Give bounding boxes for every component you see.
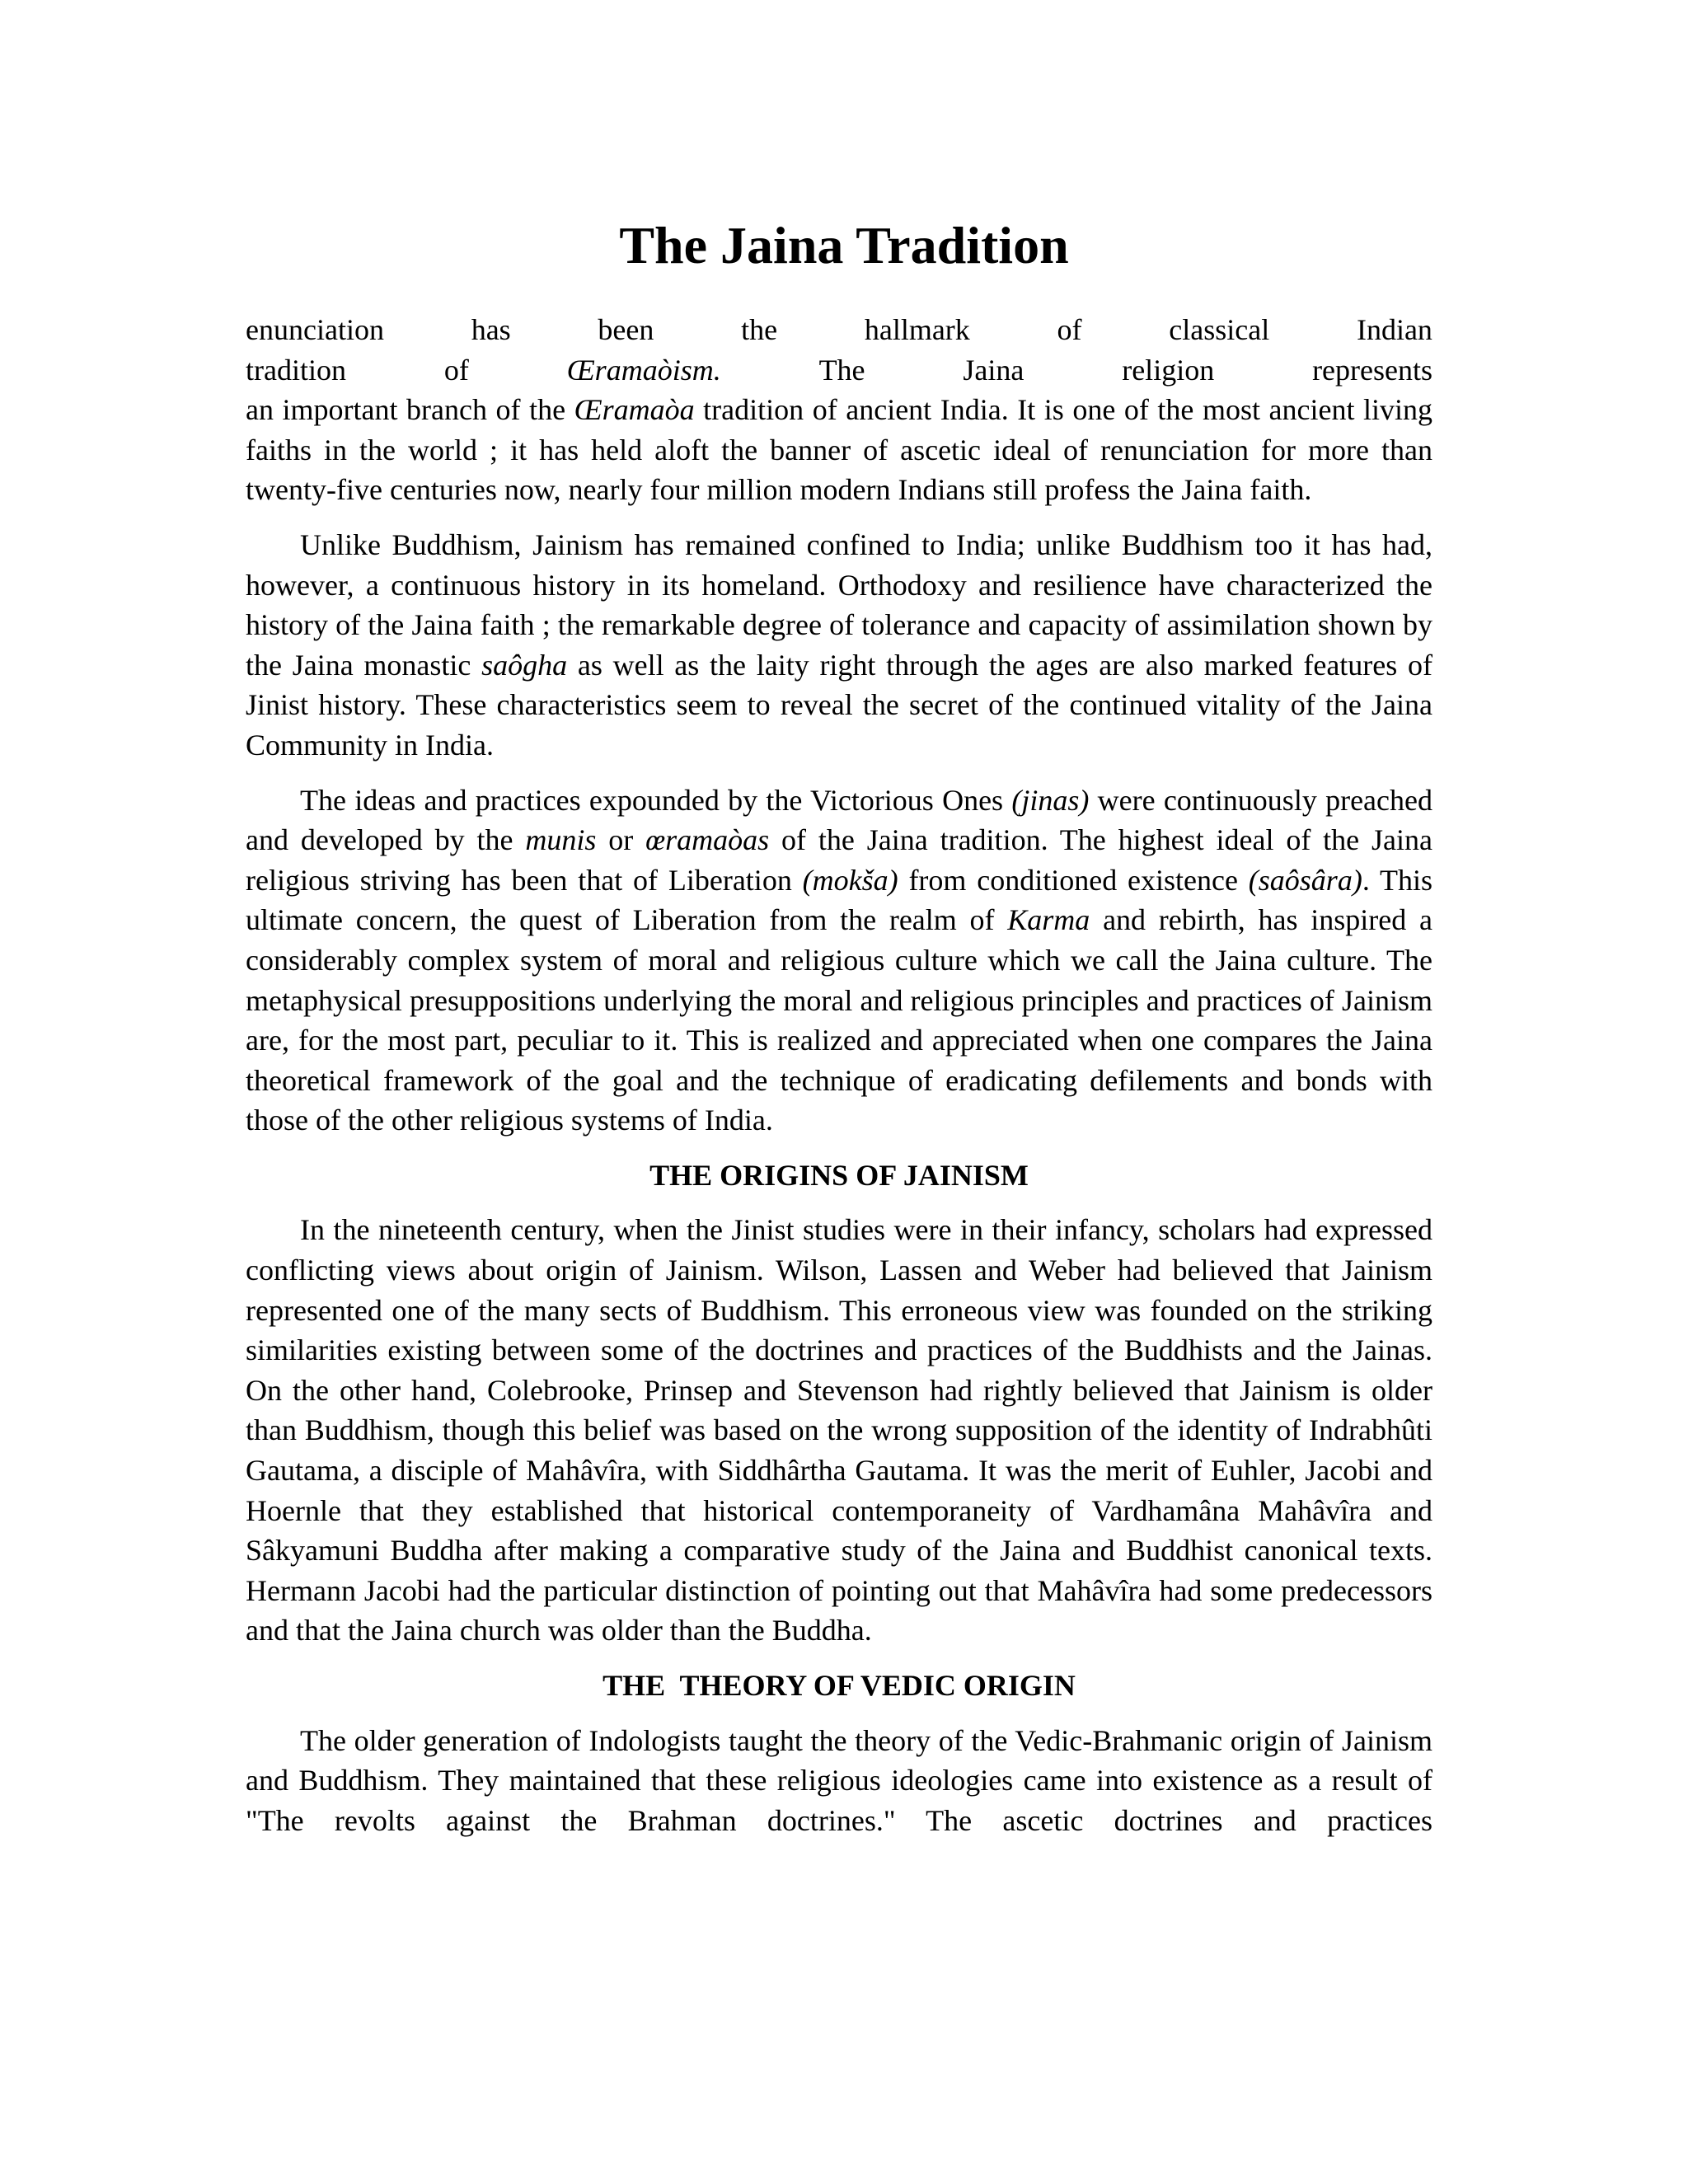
- italic-term: Œramaòa: [574, 393, 695, 427]
- intro-word-italic: Œramaòism.: [566, 353, 721, 387]
- paragraph-2: [246, 525, 1432, 766]
- intro-word: represents: [1312, 353, 1432, 387]
- intro-word: of: [443, 353, 469, 387]
- italic-term: œramaòas: [645, 823, 770, 857]
- intro-word: hallmark: [864, 313, 970, 346]
- text-run: tradition of ancient India. It is one of the most ancient living faiths in the world ; it has held aloft the banner of ascetic ideal of renunciation for more than twenty-five centuries now, nearly four million modern Indians still profess the Jaina faith.: [246, 393, 1432, 507]
- italic-term: munis: [525, 823, 597, 857]
- intro-word: enunciation: [246, 313, 384, 346]
- intro-word: Indian: [1356, 313, 1432, 346]
- text-run: and rebirth, has inspired a considerably complex system of moral and religious culture which we call the Jaina culture. The metaphysical presuppositions underlying the moral and religious principles and practices of Jainism are, for the most part, peculiar to it. This is realized and appreciated when one compares the Jaina theoretical framework of the goal and the technique of eradicating defilements and bonds with those of the other religious systems of India.: [246, 903, 1432, 1137]
- italic-term: (saôsâra): [1248, 863, 1362, 897]
- text-run: an important branch of the: [246, 393, 574, 427]
- paragraph-3: [246, 780, 1432, 1141]
- text-run: Unlike Buddhism, Jainism has remained confined to India; unlike Buddhism too it has had, however, a continuous history in its homeland. Orthodoxy and resilience have characterized the history of the Jaina faith ; the remarkable degree of tolerance and capacity of assimilation shown by the Jaina monastic: [246, 527, 1432, 682]
- italic-term: saôgha: [481, 648, 568, 682]
- intro-word: classical: [1169, 313, 1270, 346]
- intro-line-1: [246, 310, 1432, 350]
- intro-word: The: [818, 353, 865, 387]
- intro-word: tradition: [246, 353, 346, 387]
- text-run: The ideas and practices expounded by the Victorious Ones: [300, 783, 1012, 817]
- intro-word: the: [741, 313, 778, 346]
- text-run: . This ultimate concern, the quest of Liberation from the realm of: [246, 863, 1432, 937]
- section-heading-origins: THE ORIGINS OF JAINISM: [649, 1158, 1029, 1192]
- intro-line-2: [246, 350, 1432, 391]
- paragraph-4: In the nineteenth century, when the Jinist studies were in their infancy, scholars had expressed conflicting views about origin of Jainism. Wilson, Lassen and Weber had believed that Jainism represented one of the many sects of Buddhism. This erroneous view was founded on the striking similarities existing between some of the doctrines and practices of the Buddhists and the Jainas. On the other hand, Colebrooke, Prinsep and Stevenson had rightly believed that Jainism is older than Buddhism, though this belief was based on the wrong supposition of the identity of Indrabhûti Gautama, a disciple of Mahâvîra, with Siddhârtha Gautama. It was the merit of Euhler, Jacobi and Hoernle that they established that historical contemporaneity of Vardhamâna Mahâvîra and Sâkyamuni Buddha after making a comparative study of the Jaina and Buddhist canonical texts. Hermann Jacobi had the particular distinction of pointing out that Mahâvîra had some predecessors and that the Jaina church was older than the Buddha.: [246, 1213, 1432, 1647]
- text-run: of the Jaina tradition. The highest ideal of the Jaina religious striving has been that of Liberation: [246, 823, 1432, 897]
- intro-word: been: [598, 313, 654, 346]
- italic-term: Karma: [1007, 903, 1090, 937]
- section-heading-vedic-origin: THE THEORY OF VEDIC ORIGIN: [603, 1669, 1076, 1702]
- paragraph-5: The older generation of Indologists taught the theory of the Vedic-Brahmanic origin of Jainism and Buddhism. They maintained that these religious ideologies came into existence as a result of "The revolts against the Brahman doctrines." The ascetic doctrines and practices: [246, 1723, 1432, 1837]
- intro-paragraph: [246, 310, 1432, 510]
- text-run: from conditioned existence: [898, 863, 1249, 897]
- text-run: were continuously preached and developed by the: [246, 783, 1432, 857]
- text-run: or: [596, 823, 646, 857]
- text-run: as well as the laity right through the ages are also marked features of Jinist history. These characteristics seem to reveal the secret of the continued vitality of the Jaina Community in India.: [246, 648, 1433, 762]
- intro-rest: [246, 390, 1432, 510]
- body-text: [246, 310, 1432, 1855]
- intro-word: has: [471, 313, 511, 346]
- intro-word: Jaina: [963, 353, 1025, 387]
- intro-word: religion: [1122, 353, 1215, 387]
- italic-term: (jinas): [1011, 783, 1090, 817]
- intro-word: of: [1057, 313, 1082, 346]
- page-title: The Jaina Tradition: [619, 216, 1069, 274]
- italic-term: (mokša): [802, 863, 898, 897]
